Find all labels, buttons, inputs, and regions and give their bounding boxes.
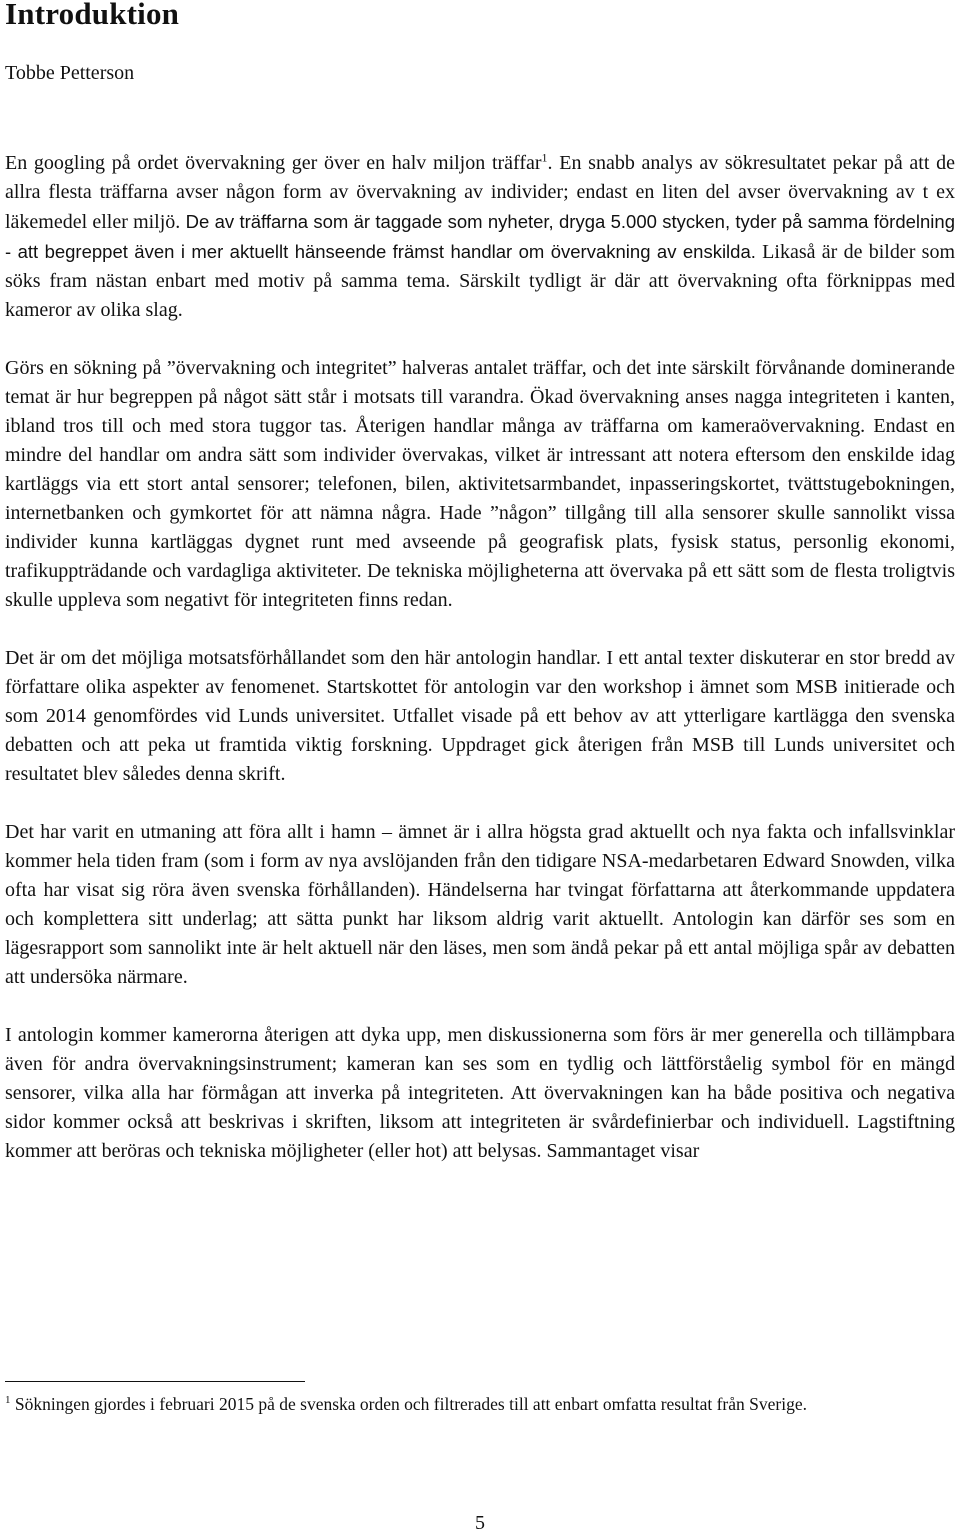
- paragraph-1: [5, 149, 955, 325]
- body-text: [5, 149, 955, 1195]
- page-number: 5: [475, 1512, 485, 1534]
- paragraph-4: Det har varit en utmaning att föra allt i hamn – ämnet är i allra högsta grad aktuellt och nya fakta och infallsvinklar kommer hela tiden fram (som i form av nya avslöjanden från den tidigare NSA-medarbetaren Edward Snowden, vilka ofta har visat sig röra även svenska förhållanden). Händelserna har tvingat författarna att återkommande uppdatera och komplettera sitt underlag; att sätta punkt har liksom aldrig varit aktuellt. Antologin kan därför ses som en lägesrapport som sannolikt inte är helt aktuell när den läses, men som ändå pekar på ett antal möjliga spår av debatten att undersöka närmare.: [5, 821, 955, 988]
- paragraph-1-sentence-5: Likaså är de bilder som söks fram nästan enbart med motiv på samma tema.: [5, 241, 956, 292]
- paragraph-1-sentence-6: Särskilt tydligt är där att övervakning ofta förknippas med kameror av olika slag.: [5, 270, 955, 321]
- author-name: Tobbe Petterson: [5, 62, 135, 84]
- paragraph-2: Görs en sökning på ”övervakning och integritet” halveras antalet träffar, och det inte särskilt förvånande dominerande temat är hur begreppen på något sätt står i motsats till varandra. Ökad övervakning anses nagga integriteten i kanten, ibland tros till och med stora tuggor tas. Återigen handlar många av träffarna om kameraövervakning. Endast en mindre del handlar om andra sätt som individer övervakas, vilket är intressant att notera eftersom den enskilde idag kartläggs via ett stort antal sensorer; telefonen, bilen, aktivitetsarmbandet, inpasseringskortet, tvättstugebokningen, internetbanken och gymkortet för att nämna några. Hade ”någon” tillgång till alla sensorer skulle sannolikt vissa individer kunna kartläggas dygnet runt med avseende på geografisk plats, fysisk status, personlig ekonomi, trafikuppträdande och vardagliga aktiviteter. De tekniska möjligheterna att övervaka på ett sätt som de flesta troligtvis skulle uppleva som negativt för integriteten finns redan.: [5, 357, 955, 611]
- footnote-text: Sökningen gjordes i februari 2015 på de svenska orden och filtrerades till att enbart omfatta resultat från Sverige.: [10, 1394, 807, 1414]
- page-title: Introduktion: [5, 0, 180, 31]
- footnote-number: 1: [5, 1394, 11, 1407]
- paragraph-3: Det är om det möjliga motsatsförhållandet som den här antologin handlar. I ett antal texter diskuterar en stor bredd av författare olika aspekter av fenomenet. Startskottet för antologin var den workshop i ämnet som MSB initierade och som 2014 genomfördes vid Lunds universitet. Utfallet visade på ett behov av att ytterligare kartlägga den svenska debatten och att peka ut framtida viktig forskning. Uppdraget gick återigen från MSB till Lunds universitet och resultatet blev således denna skrift.: [5, 647, 955, 785]
- paragraph-1-sentence-3: De av träffarna som är taggade som nyheter, dryga 5.: [180, 211, 627, 232]
- paragraph-1-sentence-1: En googling på ordet övervakning ger över en halv miljon träffar: [5, 152, 542, 174]
- paragraph-1-sentence-4: 000 stycken, tyder på samma fördelning - att begreppet även i mer aktuellt hänseende främst handlar om övervakning av enskilda.: [5, 211, 955, 262]
- footnote: [5, 1392, 955, 1416]
- paragraph-1-sentence-2: . En snabb analys av sökresultatet pekar på att de allra flesta träffarna avser någon form av övervakning av individer; endast en liten del avser övervakning av t ex läkemedel eller miljö.: [5, 152, 955, 233]
- footnote-reference[interactable]: 1: [541, 150, 548, 165]
- footnote-divider: [5, 1381, 305, 1382]
- paragraph-5: I antologin kommer kamerorna återigen att dyka upp, men diskussionerna som förs är mer generella och tillämpbara även för andra övervakningsinstrument; kameran kan ses som en tydlig och lättförståelig symbol för en mängd sensorer, vilka alla har förmågan att inverka på integriteten. Att övervakningen kan ha både positiva och negativa sidor kommer också att beskrivas i skriften, liksom att integriteten är svårdefinierbar och individuell. Lagstiftning kommer att beröras och tekniska möjligheter (eller hot) att belysas. Sammantaget visar: [5, 1024, 955, 1162]
